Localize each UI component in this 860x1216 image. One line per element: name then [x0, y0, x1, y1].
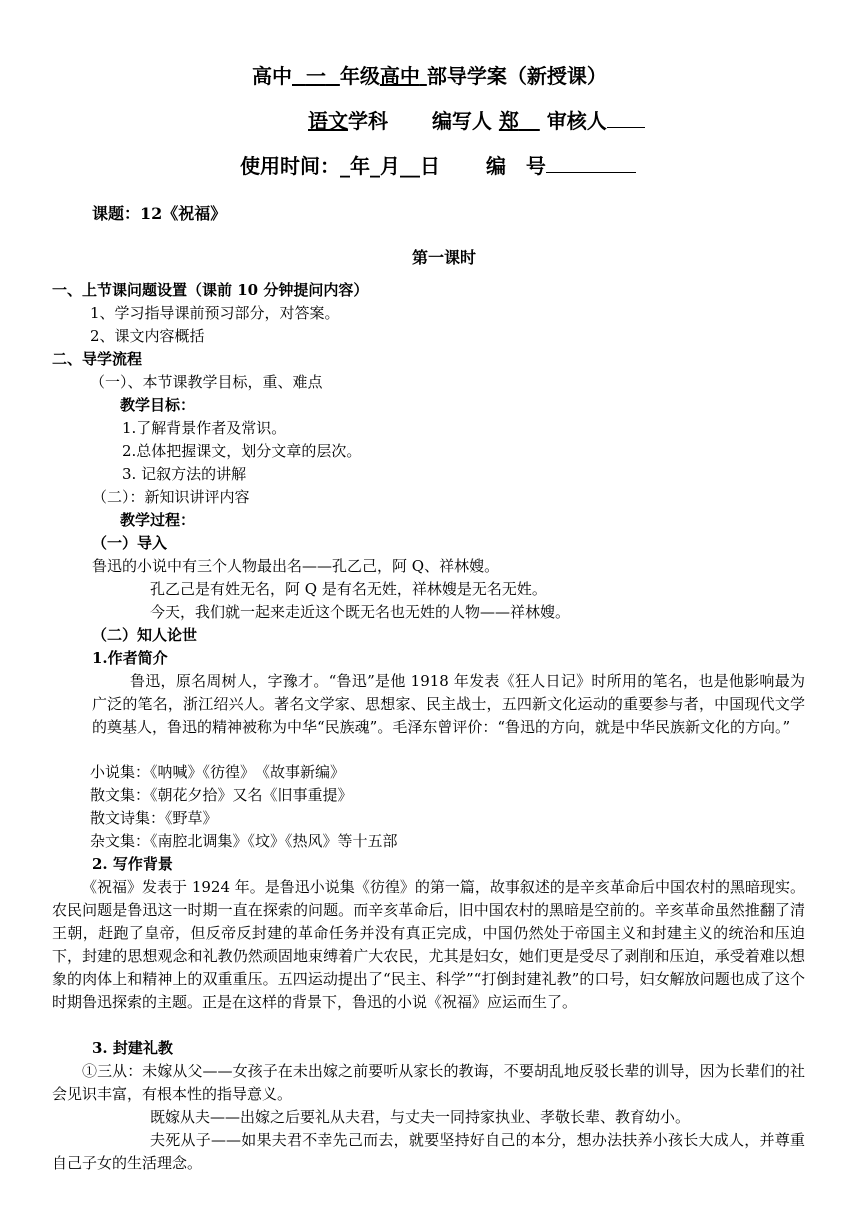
works-line: 杂文集：《南腔北调集》《坟》《热风》等十五部: [90, 832, 398, 850]
reviewer-blank: [607, 109, 645, 128]
goals-title: 教学目标：: [120, 396, 196, 414]
know-title: （二）知人论世: [92, 626, 198, 644]
author-label: 编写人: [431, 109, 492, 133]
background-title: 2. 写作背景: [92, 855, 173, 873]
background-paragraph: 《祝福》发表于 1924 年。是鲁迅小说集《彷徨》的第一篇，故事叙述的是辛亥革命后中国农村的黑暗现实。农民问题是鲁迅这一时期一直在探索的问题。而辛亥革命后，旧中国农村的黑暗是空前的。辛亥革命虽然推翻了清王朝，赶跑了皇帝，但反帝反封建的革命任务并没有真正完成，中国仍然处于帝国主义和封建主义的统治和压迫下，封建的思想观念和礼教仍然顽固地束缚着广大农民，尤其是妇女，她们更是受尽了剥削和压迫，承受着难以想象的肉体上和精神上的双重重压。五四运动提出了“民主、科学”“打倒封建礼教”的口号，妇女解放问题也成了这个时期鲁迅探索的主题。正是在这样的背景下，鲁迅的小说《祝福》应运而生了。: [52, 878, 805, 1011]
header-line-3: [240, 152, 636, 180]
ethics-paragraph-3: 夫死从子——如果夫君不幸先己而去，就要坚持好自己的本分，想办法扶养小孩长大成人，并尊重自己子女的生活理念。: [52, 1131, 805, 1172]
ethics-paragraph-1: ①三从：未嫁从父——女孩子在未出嫁之前要听从家长的教诲，不要胡乱地反驳长辈的训导，因为长辈们的社会见识丰富，有根本性的指导意义。: [52, 1062, 805, 1103]
intro-line: 孔乙己是有姓无名，阿 Q 是有名无姓，祥林嫂是无名无姓。: [150, 580, 547, 598]
header-grade-label: 年级: [339, 64, 380, 88]
works-line: 散文诗集：《野草》: [90, 809, 218, 827]
author-intro-title: 1.作者简介: [92, 649, 168, 667]
subject-name: 语文: [308, 109, 348, 133]
header-line-1: [252, 62, 607, 90]
list-item: 2.总体把握课文，划分文章的层次。: [122, 442, 362, 460]
header-grade: 一: [305, 64, 326, 88]
section-2-title: 二、导学流程: [52, 350, 143, 368]
number-label: 编 号: [485, 154, 546, 178]
header-department: 高中: [379, 64, 420, 88]
list-item: 3. 记叙方法的讲解: [122, 465, 247, 483]
works-line: 散文集：《朝花夕拾》又名《旧事重提》: [90, 786, 353, 804]
list-item: 1.了解背景作者及常识。: [122, 419, 287, 437]
list-item: 1、学习指导课前预习部分，对答案。: [90, 304, 340, 322]
ethics-title: 3. 封建礼教: [92, 1039, 173, 1057]
usage-time: 使用时间：_年_月__日: [240, 154, 440, 178]
intro-title: （一）导入: [92, 534, 168, 552]
lesson-period: 第一课时: [412, 248, 477, 267]
subsection-goals-heading: （一）、本节课教学目标，重、难点: [90, 373, 323, 391]
author-name: 郑: [498, 109, 519, 133]
process-title: 教学过程：: [120, 511, 196, 529]
list-item: 2、课文内容概括: [90, 327, 205, 345]
author-paragraph: 鲁迅，原名周树人，字豫才。“鲁迅”是他 1918 年发表《狂人日记》时所用的笔名，也是他影响最为广泛的笔名，浙江绍兴人。著名文学家、思想家、民主战士，五四新文化运动的重要参与者，中国现代文学的奠基人，鲁迅的精神被称为中华“民族魂”。毛泽东曾评价：“鲁迅的方向，就是中华民族新文化的方向。”: [92, 672, 805, 736]
header-school-level: 高中: [252, 64, 292, 88]
number-blank: [546, 154, 636, 173]
intro-line: 今天，我们就一起来走近这个既无名也无姓的人物——祥林嫂。: [150, 603, 571, 621]
header-doc-type: 部导学案（新授课）: [426, 64, 607, 88]
subsection-content-heading: （二）：新知识讲评内容: [92, 488, 250, 506]
ethics-paragraph-2: 既嫁从夫——出嫁之后要礼从夫君，与丈夫一同持家执业、孝敬长辈、教育幼小。: [150, 1108, 691, 1126]
subject-suffix: 学科: [348, 109, 388, 133]
header-line-2: [308, 107, 645, 135]
lesson-topic: 课题：12《祝福》: [92, 204, 227, 223]
intro-line: 鲁迅的小说中有三个人物最出名——孔乙己，阿 Q、祥林嫂。: [92, 557, 500, 575]
section-1-title: 一、上节课问题设置（课前 10 分钟提问内容）: [52, 281, 369, 299]
works-line: 小说集：《呐喊》《彷徨》 《故事新编》: [90, 763, 346, 781]
reviewer-label: 审核人: [546, 109, 607, 133]
